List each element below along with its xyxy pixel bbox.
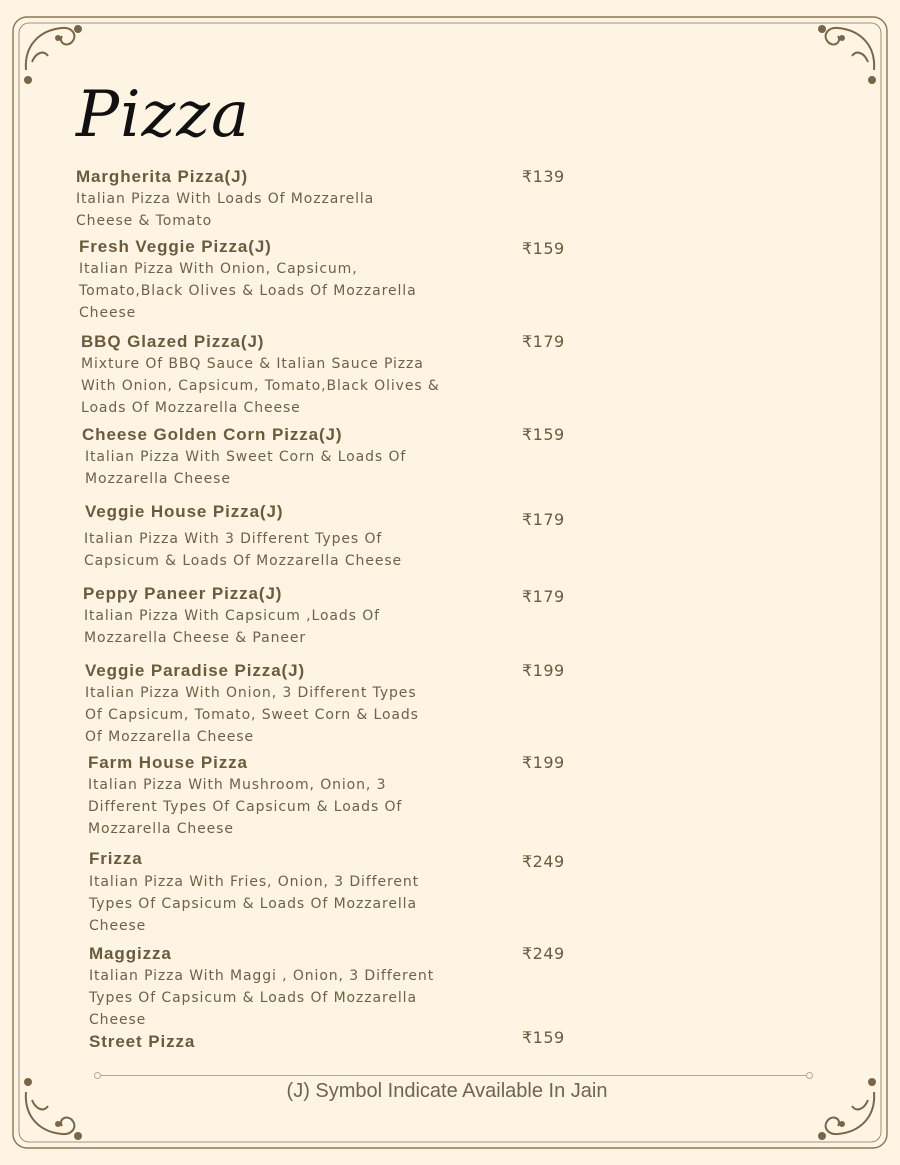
item-description: Italian Pizza With Loads Of Mozzarella Cheese & Tomato — [76, 191, 375, 229]
footer-divider — [97, 1075, 809, 1076]
item-name: Veggie Paradise Pizza(J) — [85, 661, 306, 680]
item-price: ₹159 — [522, 1028, 565, 1047]
item-description: Mixture Of BBQ Sauce & Italian Sauce Pizza With Onion, Capsicum, Tomato,Black Olives & Loads Of Mozzarella Cheese — [81, 356, 440, 416]
menu-item-peppy-paneer — [83, 584, 583, 649]
item-description: Italian Pizza With Sweet Corn & Loads Of Mozzarella Cheese — [85, 449, 407, 487]
item-name: Maggizza — [89, 944, 172, 963]
item-price: ₹199 — [522, 753, 565, 772]
menu-item-maggizza — [89, 944, 589, 1031]
menu-item-farm-house — [88, 753, 588, 840]
menu-item-fresh-veggie — [79, 237, 579, 324]
item-name: Margherita Pizza(J) — [76, 167, 249, 186]
menu-title: Pizza — [76, 78, 251, 152]
item-name: Peppy Paneer Pizza(J) — [83, 584, 283, 603]
item-price: ₹139 — [522, 167, 565, 186]
item-price: ₹249 — [522, 852, 565, 871]
item-description: Italian Pizza With Onion, Capsicum, Tomato,Black Olives & Loads Of Mozzarella Cheese — [79, 261, 417, 321]
item-price: ₹179 — [522, 587, 565, 606]
menu-item-street-pizza — [89, 1032, 589, 1052]
divider-dot — [94, 1072, 101, 1079]
item-description: Italian Pizza With Mushroom, Onion, 3 Different Types Of Capsicum & Loads Of Mozzarella Cheese — [88, 777, 403, 837]
item-name: Street Pizza — [89, 1032, 196, 1051]
item-name: Frizza — [89, 849, 143, 868]
item-description: Italian Pizza With Maggi , Onion, 3 Different Types Of Capsicum & Loads Of Mozzarella Cheese — [89, 968, 435, 1028]
menu-item-bbq-glazed — [81, 332, 581, 419]
menu-item-veggie-house — [85, 502, 585, 572]
menu-item-cheese-golden-corn — [82, 425, 582, 490]
item-price: ₹179 — [522, 332, 565, 351]
item-price: ₹159 — [522, 425, 565, 444]
item-name: BBQ Glazed Pizza(J) — [81, 332, 265, 351]
item-price: ₹199 — [522, 661, 565, 680]
divider-dot — [806, 1072, 813, 1079]
item-name: Cheese Golden Corn Pizza(J) — [82, 425, 343, 444]
item-price: ₹159 — [522, 239, 565, 258]
item-description: Italian Pizza With Capsicum ,Loads Of Mozzarella Cheese & Paneer — [84, 608, 380, 646]
item-name: Farm House Pizza — [88, 753, 248, 772]
item-price: ₹179 — [522, 510, 565, 529]
jain-note: (J) Symbol Indicate Available In Jain — [286, 1080, 608, 1102]
menu-item-margherita — [76, 167, 576, 232]
item-description: Italian Pizza With 3 Different Types Of Capsicum & Loads Of Mozzarella Cheese — [84, 531, 403, 569]
item-description: Italian Pizza With Onion, 3 Different Types Of Capsicum, Tomato, Sweet Corn & Loads Of Mozzarella Cheese — [85, 685, 419, 745]
item-description: Italian Pizza With Fries, Onion, 3 Different Types Of Capsicum & Loads Of Mozzarella Cheese — [89, 874, 419, 934]
menu-item-veggie-paradise — [85, 661, 585, 748]
menu-item-frizza — [89, 849, 589, 937]
item-name: Fresh Veggie Pizza(J) — [79, 237, 272, 256]
item-price: ₹249 — [522, 944, 565, 963]
item-name: Veggie House Pizza(J) — [85, 502, 284, 521]
